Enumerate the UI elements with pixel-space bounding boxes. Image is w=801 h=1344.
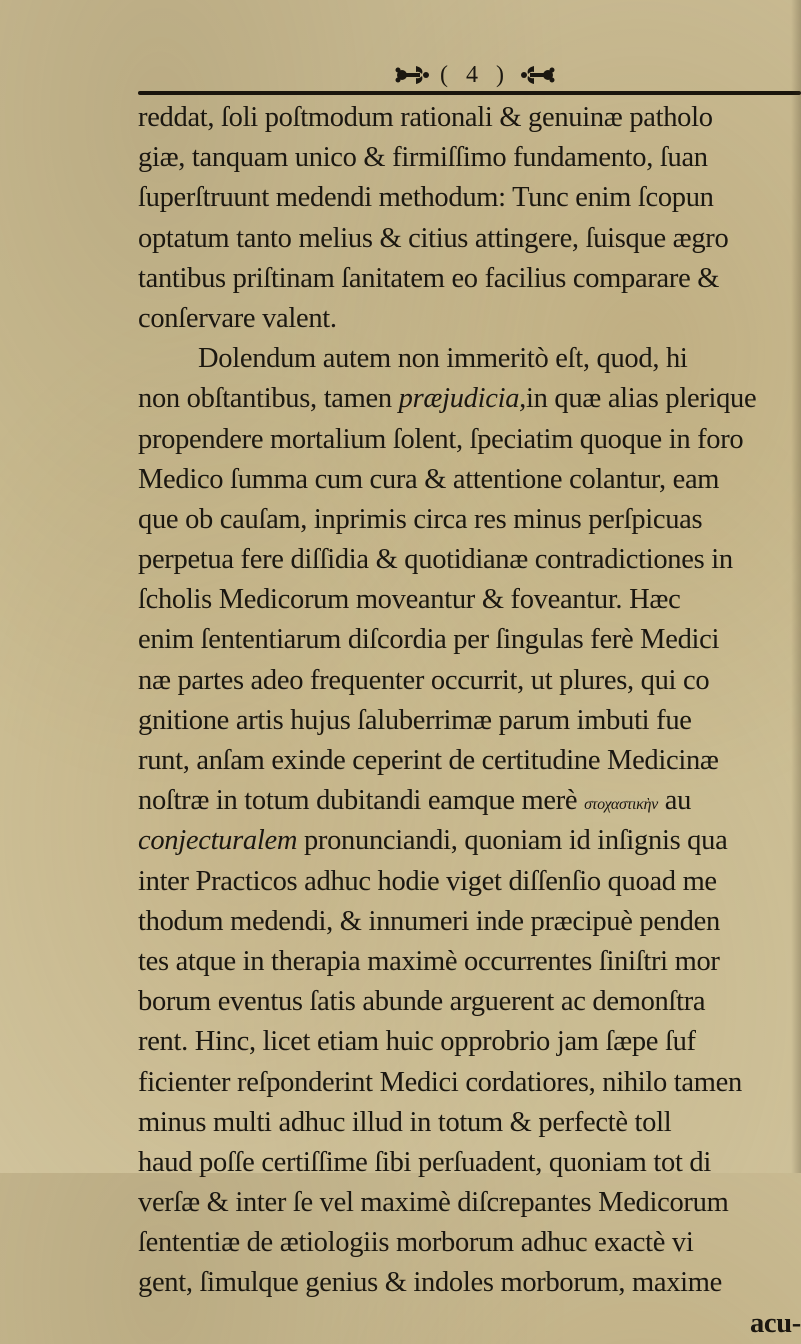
fleuron-left-icon bbox=[394, 62, 430, 88]
text-span: noſtræ in totum dubitandi eamque merè bbox=[138, 785, 585, 817]
text-span: au bbox=[657, 785, 692, 817]
text-line: ficienter reſponderint Medici cordatiores, nihilo tamen bbox=[138, 1066, 742, 1098]
text-line: borum eventus ſatis abunde arguerent ac demonſtra bbox=[138, 986, 706, 1018]
text-span: in quæ alias plerique bbox=[526, 383, 757, 415]
text-line: tes atque in therapia maximè occurrentes ſiniſtri mor bbox=[138, 945, 720, 977]
text-line: minus multi adhuc illud in totum & perfectè toll bbox=[138, 1106, 672, 1138]
text-line: gent, ſimulque genius & indoles morborum, maxime bbox=[138, 1267, 723, 1299]
page-edge-shadow bbox=[791, 0, 801, 1173]
text-line: inter Practicos adhuc hodie viget diſſenſio quoad me bbox=[138, 865, 717, 897]
text-line: optatum tanto melius & citius attingere, ſuisque ægro bbox=[138, 222, 729, 254]
text-line: haud poſſe certiſſime ſibi perſuadent, quoniam tot di bbox=[138, 1146, 711, 1178]
greek-term: στοχαστικὴν bbox=[584, 796, 658, 814]
text-line bbox=[138, 781, 801, 821]
text-line: conſervare valent. bbox=[138, 302, 337, 334]
text-line: ſuperſtruunt medendi methodum: Tunc enim ſcopun bbox=[138, 182, 714, 214]
text-line: giæ, tanquam unico & firmiſſimo fundamento, ſuan bbox=[138, 142, 708, 174]
text-line bbox=[138, 379, 801, 419]
text-line: verſæ & inter ſe vel maximè diſcrepantes Medicorum bbox=[138, 1187, 729, 1219]
text-line: ſententiæ de ætiologiis morborum adhuc exactè vi bbox=[138, 1227, 694, 1259]
text-line: propendere mortalium ſolent, ſpeciatim quoque in foro bbox=[138, 423, 744, 455]
body-text bbox=[138, 98, 801, 1344]
fleuron-right-icon bbox=[520, 62, 556, 88]
text-line: ſcholis Medicorum moveantur & foveantur. Hæc bbox=[138, 584, 681, 616]
text-line: tantibus priſtinam ſanitatem eo facilius comparare & bbox=[138, 262, 720, 294]
text-line bbox=[138, 821, 801, 861]
italic-term: præjudicia, bbox=[398, 383, 526, 415]
text-span: non obſtantibus, tamen bbox=[138, 383, 399, 415]
text-line: runt, anſam exinde ceperint de certitudine Medicinæ bbox=[138, 745, 719, 776]
text-line: gnitione artis hujus ſaluberrimæ parum imbuti fue bbox=[138, 704, 692, 736]
catchword: acu- bbox=[749, 1307, 801, 1339]
header-rule bbox=[138, 91, 801, 95]
text-line: reddat, ſoli poſtmodum rationali & genuinæ patholo bbox=[138, 102, 713, 133]
text-line: rent. Hinc, licet etiam huic opprobrio jam ſæpe ſuf bbox=[138, 1026, 696, 1058]
text-line: que ob cauſam, inprimis circa res minus perſpicuas bbox=[138, 503, 703, 535]
italic-term: conjecturalem bbox=[138, 825, 298, 857]
text-line: thodum medendi, & innumeri inde præcipuè penden bbox=[138, 905, 720, 937]
paragraph-start-line: Dolendum autem non immeritò eſt, quod, hi bbox=[198, 343, 688, 375]
text-line: Medico ſumma cum cura & attentione colantur, eam bbox=[138, 463, 720, 495]
text-line: næ partes adeo frequenter occurrit, ut plures, qui co bbox=[138, 664, 710, 696]
text-line: perpetua fere diſſidia & quotidianæ contradictiones in bbox=[138, 544, 733, 576]
page-header bbox=[360, 60, 590, 90]
text-line: enim ſententiarum diſcordia per ſingulas ferè Medici bbox=[138, 624, 720, 656]
page-number: ( 4 ) bbox=[440, 61, 510, 88]
text-span: pronunciandi, quoniam id inſignis qua bbox=[297, 825, 728, 857]
